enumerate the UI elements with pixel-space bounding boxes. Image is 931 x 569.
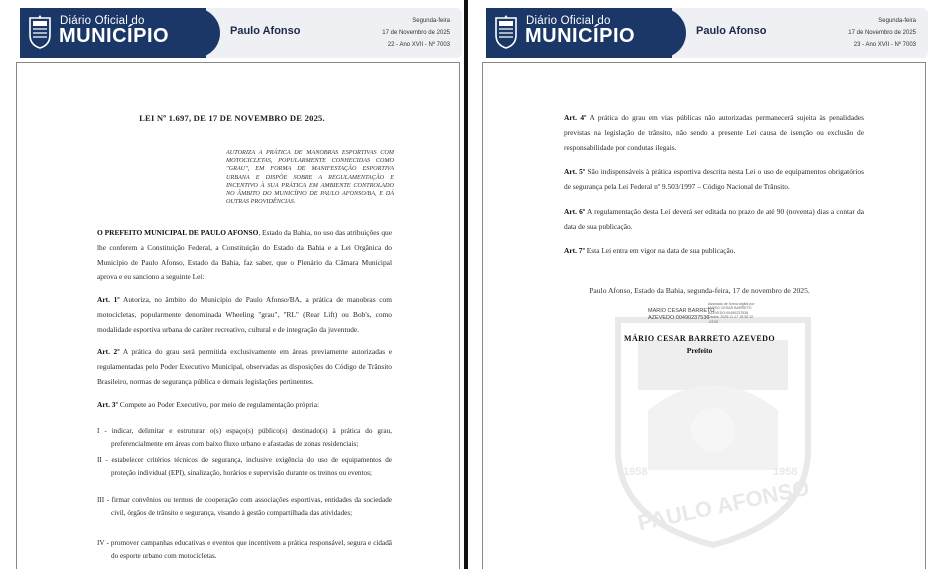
list-item: I - indicar, delimitar e estruturar o(s) espaço(s) público(s) destinado(s) à prática do grau, preferencialmente em áreas com baixo fluxo urbano e afastadas de zonas residenciais; <box>97 427 392 448</box>
page-header <box>20 8 462 58</box>
header-edition: 22 - Ano XVII - Nº 7003 <box>387 42 450 48</box>
place-and-date: Paulo Afonso, Estado da Bahia, segunda-feira, 17 de novembro de 2025. <box>589 286 810 295</box>
preamble <box>97 226 392 285</box>
header-weekday: Segunda-feira <box>878 18 916 24</box>
article-2-text: A prática do grau será permitida exclusivamente em áreas previamente autorizadas e regulamentadas pelo Poder Executivo Municipal, observadas as disposições do Código de Trânsito Brasileiro, normas de segurança pública e demais legislações pertinentes. <box>97 347 392 386</box>
article-7 <box>564 244 864 259</box>
digital-signature <box>648 302 768 332</box>
list-item: II - estabelecer critérios técnicos de segurança, inclusive exigência do uso de equipamentos de proteção individual (EPI), sinalização, horários e supervisão durante os treinos ou eventos; <box>97 456 392 477</box>
digital-signature-name: MARIO CESAR BARRETO AZEVEDO:00490237536 <box>648 308 715 321</box>
article-4 <box>564 111 864 155</box>
article-2-label: Art. 2º <box>97 347 120 356</box>
law-title: LEI Nº 1.697, DE 17 DE NOVEMBRO DE 2025. <box>139 113 325 123</box>
article-2 <box>97 345 392 389</box>
brand-title: MUNICÍPIO <box>525 25 636 47</box>
header-date: 17 de Novembro de 2025 <box>382 30 450 36</box>
brand-title: MUNICÍPIO <box>59 25 170 47</box>
header-brand-band <box>20 8 206 58</box>
law-summary: AUTORIZA A PRÁTICA DE MANOBRAS ESPORTIVAS COM MOTOCICLETAS, POPULARMENTE CONHECIDAS COMO "GRAU", EM FORMA DE MANIFESTAÇÃO ESPORTIVA URBANA E DISPÕE SOBRE A REGULAMENTAÇÃO E INCENTIVO À SUA PRÁTICA EM AMBIENTE CONTROLADO NO ÂMBITO DO MUNICÍPIO DE PAULO AFONSO/BA, E DÁ OUTRAS PROVIDÊNCIAS. <box>226 149 394 206</box>
preamble-lead: O PREFEITO MUNICIPAL DE PAULO AFONSO <box>97 228 259 237</box>
article-3-label: Art. 3º <box>97 400 118 409</box>
signer-name: MÁRIO CESAR BARRETO AZEVEDO <box>624 334 775 343</box>
header-weekday: Segunda-feira <box>412 18 450 24</box>
article-1-text: Autoriza, no âmbito do Município de Paulo Afonso/BA, a prática de manobras com motocicletas, popularmente denominada Wheeling "grau", "RL" (Rear Lift) ou Bob's, como modalidade esportiva urbana de caráter recreativo, cultural e de integração da juventude. <box>97 295 392 334</box>
document-page-1 <box>0 0 464 569</box>
brand-subtitle: Diário Oficial do <box>526 15 611 27</box>
header-edition: 23 - Ano XVII - Nº 7003 <box>853 42 916 48</box>
watermark-year-left: 1958 <box>623 466 648 478</box>
article-4-text: A prática do grau em vias públicas não autorizadas permanecerá sujeita às penalidades previstas na legislação de trânsito, não sendo a presente Lei causa de isenção ou exclusão de responsabilidade por condutas ilegais. <box>564 113 864 152</box>
article-5-text: São indispensáveis à prática esportiva descrita nesta Lei o uso de equipamentos obrigatórios de segurança pela Lei Federal nº 9.503/1997 – Código Nacional de Trânsito. <box>564 167 864 191</box>
watermark-year-right: 1958 <box>773 466 798 478</box>
article-6 <box>564 205 864 235</box>
article-4-label: Art. 4º <box>564 113 587 122</box>
brand-subtitle: Diário Oficial do <box>60 15 145 27</box>
article-1 <box>97 293 392 337</box>
article-5 <box>564 165 864 195</box>
preamble-text: , Estado da Bahia, no uso das atribuições que lhe conferem a Constituição Federal, a Constituição do Estado da Bahia e a Lei Orgânica do Município de Paulo Afonso, Estado da Bahia, faz saber, que o Plenário da Câmara Municipal aprova e eu sanciono a seguinte Lei: <box>97 228 392 282</box>
article-7-label: Art. 7º <box>564 246 585 255</box>
city-name: Paulo Afonso <box>696 25 767 37</box>
header-date: 17 de Novembro de 2025 <box>848 30 916 36</box>
document-page-2 <box>468 0 931 569</box>
article-3 <box>97 398 392 413</box>
article-6-text: A regulamentação desta Lei deverá ser editada no prazo de até 90 (noventa) dias a contar da data de sua publicação. <box>564 207 864 231</box>
list-item: III - firmar convênios ou termos de cooperação com associações esportivas, entidades da sociedade civil, órgãos de trânsito e segurança, visando à gestão compartilhada das atividades; <box>97 496 392 517</box>
municipal-crest-icon <box>28 15 52 49</box>
municipal-crest-icon <box>494 15 518 49</box>
article-5-label: Art. 5º <box>564 167 586 176</box>
header-brand-band <box>486 8 672 58</box>
watermark-text: PAULO AFONSO <box>635 474 812 536</box>
article-3-text: Compete ao Poder Executivo, por meio de regulamentação própria: <box>117 400 320 409</box>
page-header <box>486 8 928 58</box>
city-name: Paulo Afonso <box>230 25 301 37</box>
list-item: IV - promover campanhas educativas e eventos que incentivem a prática responsável, segura e cidadã do esporte urbano com motocicletas. <box>97 539 392 560</box>
signer-role: Prefeito <box>686 346 713 355</box>
article-1-label: Art. 1º <box>97 295 120 304</box>
article-6-label: Art. 6º <box>564 207 586 216</box>
article-7-text: Esta Lei entra em vigor na data de sua publicação. <box>584 246 736 255</box>
digital-signature-details: Assinado de forma digital por MARIO CESAR BARRETO AZEVEDO:00490237536 Dados: 2025.11.17 15:30:12 -03'00' <box>708 302 755 324</box>
